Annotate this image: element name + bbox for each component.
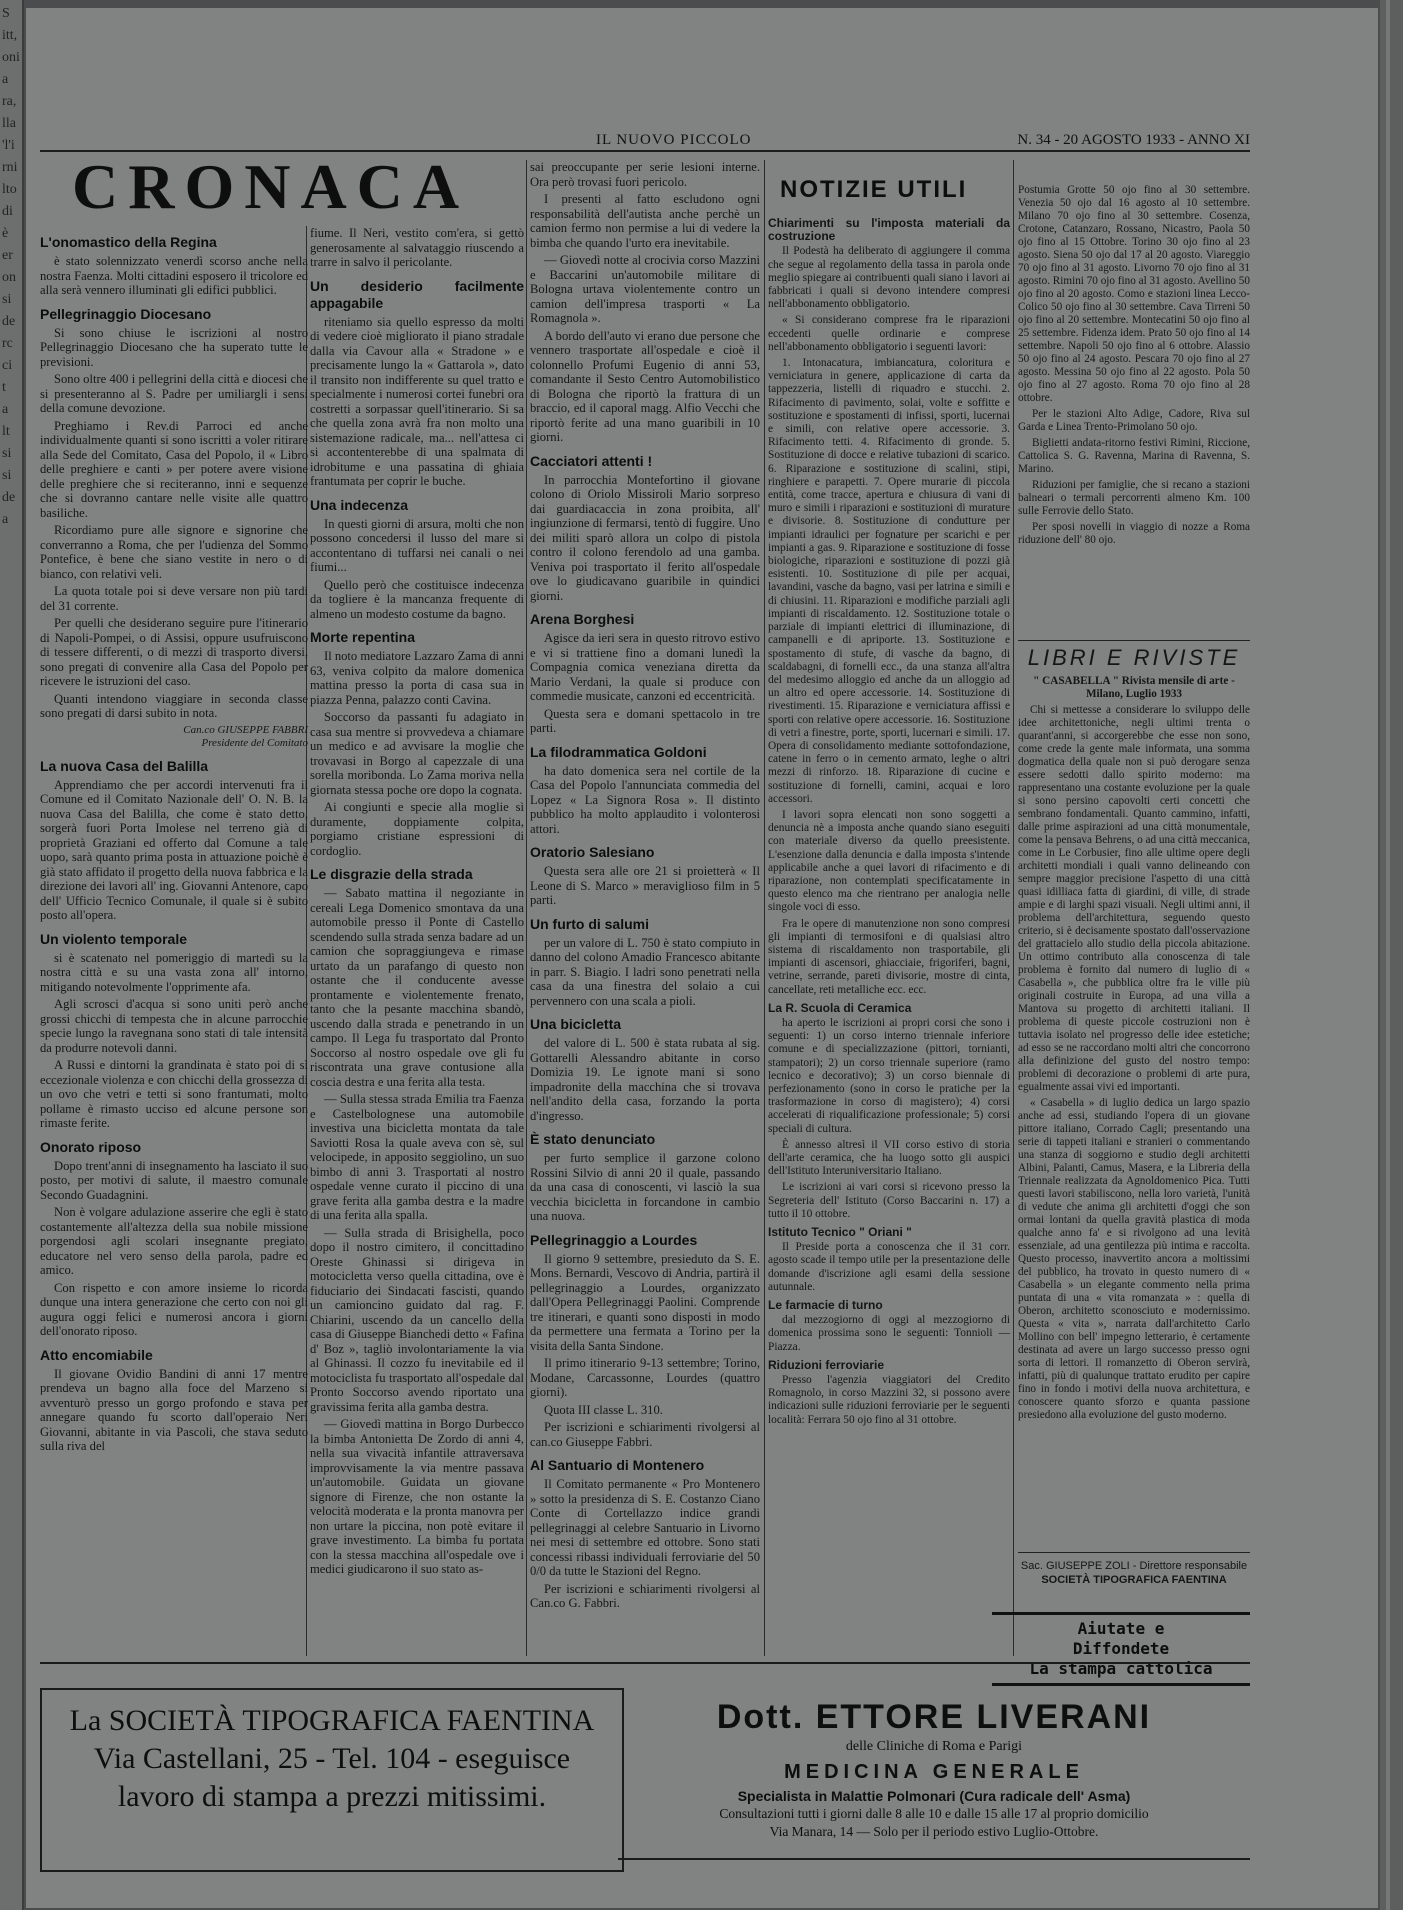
paragraph: Questa sera alle ore 21 si proietterà « Il Leone di S. Marco » meraviglioso film in 5 parti.: [530, 864, 760, 907]
signature: Can.co GIUSEPPE FABBRI: [183, 723, 308, 736]
address-line: Via Manara, 14 — Solo per il periodo estivo Luglio-Ottobre.: [769, 1824, 1099, 1839]
binding-fragment: ra,: [2, 94, 17, 109]
binding-fragment: de: [2, 314, 16, 329]
paragraph: Con rispetto e con amore insieme lo ricorda dunque una intera generazione che certo con noi gli augura oggi felici e numerosi ancora i giorni dell'onorato riposo.: [40, 1280, 308, 1338]
binding-fragment: di: [2, 204, 13, 219]
binding-fragment: lla: [2, 116, 16, 131]
binding-fragment: a: [2, 402, 9, 417]
paragraph: Per le stazioni Alto Adige, Cadore, Riva sul Garda e Linea Trento-Primolano 50 ojo.: [1018, 408, 1250, 433]
heading: Al Santuario di Montenero: [530, 1457, 705, 1473]
paragraph: Per iscrizioni e schiarimenti rivolgersi al can.co Giuseppe Fabbri.: [530, 1420, 760, 1449]
paragraph: Quota III classe L. 310.: [544, 1402, 663, 1417]
paragraph: Il primo itinerario 9-13 settembre; Torino, Modane, Carcassonne, Lourdes (quattro giorni).: [530, 1356, 760, 1399]
paragraph: sai preoccupante per serie lesioni interne. Ora però trovasi fuori pericolo.: [530, 160, 760, 189]
advert-tipografia: [40, 1688, 624, 1872]
advert-line: lavoro di stampa a prezzi mitissimi.: [117, 1780, 547, 1813]
binding-fragment: si: [2, 468, 12, 483]
heading: L'onomastico della Regina: [40, 234, 217, 250]
paragraph: Postumia Grotte 50 ojo fino al 30 settembre. Venezia 50 ojo dal 16 agosto al 10 settembre. Milano 70 ojo fino al 30 settembre. Cosenza, Crotone, Catanzaro, Rossano, Nicastro, Paola 50 ojo fino al 15 Ottobre. Torino 30 ojo fino al 23 agosto. Siena 50 ojo dal 17 al 20 agosto. Viareggio 70 ojo fino al 31 agosto. Livorno 70 ojo fino al 31 agosto. Rimini 70 ojo fino al 31 agosto. Avellino 50 ojo fino al 20 agosto. Como e stazioni linea Lecco-Colico 50 ojo fino al 30 settembre. Cava Tirreni 50 ojo fino al 20 settembre. Montecatini 50 ojo fino al 25 settembre. Fidenza idem. Prato 50 ojo fino al 14 settembre. Napoli 50 ojo fino al 6 ottobre. Alassio 50 ojo fino al 24 agosto. Pescara 70 ojo fino al 27 agosto. Messina 50 ojo fino al 22 agosto. Pola 50 ojo fino al 27 agosto. Roma 70 ojo fino al 28 ottobre.: [1018, 184, 1250, 404]
heading: Chiarimenti su l'imposta materiali da costruzione: [768, 216, 1010, 244]
heading: Pellegrinaggio a Lourdes: [530, 1231, 698, 1248]
binding-fragment: è: [2, 226, 9, 241]
column-rule: [1013, 160, 1014, 1656]
paragraph: ha aperto le iscrizioni ai propri corsi che sono i seguenti: 1) un corso interno triennale inferiore comune e di specializzazione (pittori, tornianti, stampatori); 2) un corso triennale superiore (ramo lecnico e decorativo); 3) un corso biennale di perfezionamento (sono in corso le pratiche per la trasformazione in corso di magistero); 4) corsi accelerati di riqualificazione professionale; 5) corsi speciali di cultura.: [768, 1016, 1010, 1135]
paragraph: Agli scrosci d'acqua si sono uniti però anche grossi chicchi di tempesta che in alcune parrocchie specie lungo la ravegnana sono stati di tale intensità da produrre notevoli danni.: [40, 997, 308, 1055]
director-line: Sac. GIUSEPPE ZOLI - Direttore responsabile: [1020, 1560, 1248, 1572]
paragraph: La quota totale poi si deve versare non più tardi del 31 corrente.: [40, 584, 308, 613]
paragraph: I lavori sopra elencati non sono soggetti a denuncia nè a imposta anche quando siano eseguiti con materiale diverso da quello preesistente. L'esenzione dalla denuncia e dalla imposta s'intende applicabile anche a quei lavori di rifacimento e di riparazione, non contemplati specificatamente in questo elenco ma che rientrano per analogia nelle singole voci di esso.: [768, 808, 1010, 914]
paragraph: Il noto mediatore Lazzaro Zama di anni 63, veniva colpito da malore domenica mattina presso la porta di casa sua in piazza Penna, palazzo conti Cavina.: [310, 649, 525, 707]
paragraph: riteniamo sia quello espresso da molti di vedere cioè migliorato il piano stradale dalla via Cavour alla « Stradone » e precisamente lungo la « Gattarola », dato il transito non indifferente su quel tratto e specialmente i numerosi cortei funebri ora costretti a sorpassar quell'itinerario. Si sa che quella zona avrà fra non molto una sistemazione radicale, ma... nell'attesa ci si accontenterebbe di una spalmata di idrobitume e una passatina di ghiaia frantumata per coprir le buche.: [310, 314, 524, 488]
heading: Un violento temporale: [40, 930, 188, 947]
column-rule: [764, 160, 765, 1656]
advert-separator: [40, 1662, 1250, 1664]
heading: La R. Scuola di Ceramica: [768, 1000, 912, 1015]
paragraph: « Casabella » di luglio dedica un largo spazio anche ad essi, studiando l'opera di un giovane pittore italiano, Corrado Cagli; presentando una serie di tappeti italiani e stranieri o commentando una stanza di soggiorno e studio degli architetti Albini, Palanti, Camus, Masera, e la Libreria della Triennale realizzata da Agnoldomenico Pica. Tutti questi lavori stabiliscono, nella loro varietà, l'unità di vedute che anima gli architetti d'oggi che son ormai lontani da quella gravità plastica di moda qualche anno fa' e si rivolgono ad una levità essenziale, ad una gentilezza più intima e raccolta. Questo processo, inavvertito ancora a moltissimi del pubblico, ha trovato in questo numero di « Casabella » un elegante commento nella prima puntata di una « vita romanzata » : quella di Oberon, architetto sconosciuto e modernissimo. Questa « vita », narrata dall'architetto Carlo Mollino con bell' impegno letterario, è certamente destinata ad avere un largo successo presso ogni sorta di lettori. Il romanzetto di Oberon servirà, infatti, più di qualunque trattato erudito per capire fino in fondo i motivi della nuova architettura, e conoscere quanto sforzo e quanta passione presiedono alla evoluzione del gusto moderno.: [1018, 1097, 1250, 1421]
binding-fragment: de: [2, 490, 16, 505]
paragraph: Questa sera e domani spettacolo in tre parti.: [530, 706, 760, 735]
binding-fragment: S: [2, 6, 10, 21]
paragraph: del valore di L. 500 è stata rubata al sig. Gottarelli Alessandro abitante in corso Domizia 19. Le ignote mani si sono impadronite della macchina che si trovava nell'andito della casa, forzando la porta d'ingresso.: [530, 1036, 760, 1123]
advert-liverani: [634, 1688, 1234, 1868]
binding-fragment: si: [2, 292, 12, 307]
paragraph: per un valore di L. 750 è stato compiuto in danno del colono Amadio Francesco abitante in parr. S. Biagio. I ladri sono penetrati nella casa da una finestra del solaio a cui pervennero con una scala a pioli.: [530, 935, 760, 1008]
column-4: [768, 212, 1010, 1430]
heading: Un desiderio facilmente appagabile: [310, 277, 524, 311]
advert-rule: [618, 1858, 1250, 1860]
paragraph: " CASABELLA " Rivista mensile di arte - Milano, Luglio 1933: [1033, 675, 1235, 700]
heading: Un furto di salumi: [530, 915, 649, 932]
paragraph: Soccorso da passanti fu adagiato in casa sua mentre si provvedeva a chiamare un medico e ad avvisare la moglie che trovavasi in Borgo al capezzale di una sorella moribonda. Lo Zama moriva nella giornata stessa poche ore dopo la cognata.: [310, 710, 524, 797]
binding-fragment: 'l'i: [2, 138, 15, 153]
paragraph: — Sulla strada di Brisighella, poco dopo il nostro cimitero, il concittadino Oreste Ghinassi si dirigeva in motocicletta verso quella cittadina, ove è fiduciario dei Sindacati fascisti, quando un camioncino guidato dal rag. F. Chiarini, uscendo da un cancello della casa di Giuseppe Bianchedi detto « Fafina d' Boz », tagliò involontariamente la via al Ghinassi. Il cozzo fu inevitabile ed il motociclista fu trasportato all'ospedale dal Pronto Soccorso avendo riportato una gravissima ferita alla gamba destra.: [310, 1225, 524, 1414]
paragraph: A bordo dell'auto vi erano due persone che vennero trasportate all'ospedale e cioè il colonnello Profumi Eugenio di anni 53, comandante il Sesto Centro Automobilistico di Bologna che riportò la frattura di un braccio, ed il caporal magg. Alfio Vecchi che riportò ferite ad una mano guaribili in 10 giorni.: [530, 328, 760, 444]
binding-fragment: itt,: [2, 28, 18, 43]
binding-fragment: lto: [2, 182, 17, 197]
issue-line: N. 34 - 20 AGOSTO 1933 - ANNO XI: [1017, 132, 1250, 148]
binding-fragment: oni: [2, 50, 20, 65]
paragraph: In parrocchia Montefortino il giovane colono di Oriolo Missiroli Mario sorpreso dai guardiacaccia in zona proibita, all' ingiunzione di fermarsi, tentò di fuggire. Uno dei militi sparò allora un colpo di pistola contro il colono ferendolo ad una gamba. Veniva poi trasportato il ferito all'ospedale ove lo giudicavano guaribile in quindici giorni.: [530, 472, 760, 603]
paragraph: — Giovedì notte al crocivia corso Mazzini e Baccarini un'automobile militare di Bologna urtava violentemente contro un camion dell'impresa trasporti « La Romagnola ».: [530, 253, 760, 325]
slogan-line: Aiutate e: [1077, 1619, 1165, 1638]
publisher-info: [1018, 1552, 1250, 1587]
newspaper-name: IL NUOVO PICCOLO: [596, 132, 752, 148]
slogan-box: [992, 1612, 1250, 1686]
column-3: [530, 160, 760, 1614]
paragraph: fiume. Il Neri, vestito com'era, si gettò generosamente al salvataggio riuscendo a trarre in salvo il pericolante.: [310, 226, 524, 269]
binding-fragment: a: [2, 72, 9, 87]
heading: Una indecenza: [310, 496, 409, 513]
paragraph: « Si considerano comprese fra le riparazioni eccedenti quelle ordinarie e comprese nell'abbonamento obbligatorio i seguenti lavori:: [768, 314, 1010, 353]
binding-fragment: rni: [2, 160, 18, 175]
paragraph: Per sposi novelli in viaggio di nozze a Roma riduzione dell' 80 ojo.: [1018, 521, 1250, 546]
paragraph: Agisce da ieri sera in questo ritrovo estivo e vi si trattiene fino a domani lunedì la Compagnia comica veneziana diretta da Mario Verdani, la quale si produce con commedie musicate, canzoni ed eccentricità.: [530, 631, 760, 703]
binding-fragment: si: [2, 446, 12, 461]
notizie-utili-title: NOTIZIE UTILI: [780, 176, 968, 203]
libri-riviste-body: [1018, 675, 1250, 1425]
advert-line: La SOCIETÀ TIPOGRAFICA FAENTINA: [69, 1704, 595, 1737]
paragraph: Apprendiamo che per accordi intervenuti fra il Comune ed il Comitato Nazionale dell' O. N. B. la nuova Casa del Balilla, che come è stato detto, sorgerà fuori Porta Imolese nel terreno già di proprietà Graziani ed offerto dal Comune a tale uopo, sarà quanto prima posta in attuazione poichè è già stato affidato il progetto della nuova fabbrica e la direzione dei lavori all' ing. Giovanni Antenore, capo dell' Ufficio Tecnico Comunale, il quale si è subito posto all'opera.: [40, 777, 308, 922]
paragraph: 1. Intonacatura, imbiancatura, coloritura e verniciatura in genere, applicazione di carta da tappezzeria, listelli di riquadro e stucchi. 2. Rifacimento di pavimento, solai, volte e soffitte e sostituzione e spostamenti di infissi, sporti, lucernai e simili, con relative opere accessorie. 3. Rifacimento tetti. 4. Rifacimento di gronde. 5. Sostituzione di docce e relative tubazioni di scarico. 6. Riparazione e sostituzione di scalini, stipi, ringhiere e parapetti. 7. Opere murarie di piccola entità, come tracce, apertura e chiusura di vani di muro e simili i riparazioni e sostituzioni di murature e divisorie. 8. Sostituzione di condutture per impianti idraulici per fognature per scarichi e per impianti a gas. 9. Riparazione e sostituzione di fosse biologiche, riparazioni e sostituzione di pozzi già esistenti. 10. Sostituzione di pile per acquai, lavandini, vasche da bagno, vasi per latrina e simili e di chiusini. 11. Riparazioni e modifiche parziali agli impianti di riscaldamento. 12. Sostituzione totale o parziale di impianti elettrici di illuminazione, di campanelli e di apriporte. 13. Sostituzione e spostamento di stufe, di vasche da bagno, di scaldabagni, di fornelli ecc., da una stanza all'altra del medesimo alloggio ed anche da un alloggio ad un altro ed opere accessorie. 14. Sostituzione di rivestimenti. 15. Riparazione e verniciatura affissi e sporti con relative opere accessorie. 16. Sostituzione di vetri a finestre, porte, sporti, lucernari e simili. 17. Opera di consolidamento mediante sottofondazione, catene in ferro o in cemento armato, leghe o altri mezzi di rinforzo. 18. Riparazione di cucine e sostituzione di fornelli, camini, acquai e loro accessori.: [768, 357, 1010, 805]
slogan-line: Diffondete: [1072, 1639, 1170, 1658]
paragraph: Il giovane Ovidio Bandini di anni 17 mentre prendeva un bagno alla foce del Marzeno si avventurò presso un gorgo profondo e stava per annegare quando fu scorto dall'operaio Neri Giovanni, abitante in via Pascoli, che stava seduto sulla riva del: [40, 1366, 308, 1453]
signature-title: Presidente del Comitato: [201, 736, 308, 749]
heading: Morte repentina: [310, 629, 416, 645]
heading: Le disgrazie della strada: [310, 866, 473, 882]
paragraph: si è scatenato nel pomeriggio di martedì su la nostra città e su una vasta zona all' intorno, mitigando notevolmente l'opprimente afa.: [40, 950, 308, 994]
libri-riviste-title: LIBRI E RIVISTE: [1018, 640, 1250, 671]
binding-fragment: a: [2, 512, 9, 527]
paragraph: Quello però che costituisce indecenza da togliere è la mancanza frequente di almeno un modesto costume da bagno.: [310, 577, 524, 621]
binding-fragment: lt: [2, 424, 10, 439]
heading: Le farmacie di turno: [768, 1298, 883, 1313]
paragraph: Quanti intendono viaggiare in seconda classe sono pregati di darsi subito in nota.: [40, 691, 308, 720]
paragraph: Presso l'agenzia viaggiatori del Credito Romagnolo, in corso Mazzini 32, si possono avere indicazioni sulle riduzioni ferroviarie per le seguenti località: Ferrara 50 ojo fino al 31 ottobre.: [768, 1374, 1010, 1426]
paragraph: Dopo trent'anni di insegnamento ha lasciato il suo posto, per motivi di salute, il maestro comunale Secondo Guadagnini.: [40, 1158, 308, 1202]
adjacent-page-edge: [0, 0, 24, 1910]
column-5: [1018, 184, 1250, 550]
advert-line: Via Castellani, 25 - Tel. 104 - eseguisce: [93, 1742, 571, 1775]
paragraph: Preghiamo i Rev.di Parroci ed anche individualmente quanti si sono iscritti a voler ritirare alla Sede del Comitato, Casa del Popolo, il « Libro delle preghiere e canti » per potere avere visione delle preghiere che si reciteranno, inni e sequenze che si dovranno cantare nelle visite alle quattro basiliche.: [40, 418, 308, 520]
specialist-line: Specialista in Malattie Polmonari (Cura radicale dell' Asma): [737, 1788, 1131, 1804]
consultation-line: Consultazioni tutti i giorni dalle 8 alle 10 e dalle 15 alle 17 al proprio domicilio: [719, 1806, 1149, 1821]
heading: Riduzioni ferroviarie: [768, 1357, 885, 1372]
paragraph: Il giorno 9 settembre, presieduto da S. E. Mons. Bernardi, Vescovo di Andria, partirà il pellegrinaggio a Lourdes, organizzato dall'Opera Pellegrinaggi Paolini. Comprende tre itinerari, e quanti sono disposti in modo da permettere una fermata a Torino per la visita della Santa Sindone.: [530, 1251, 760, 1353]
paragraph: I presenti al fatto escludono ogni responsabilità dell'autista anche perchè un camion fermo non permise a lui di vedere la bimba che quando l'urto era inevitabile.: [530, 192, 760, 250]
paragraph: A Russi e dintorni la grandinata è stato poi di sì eccezionale violenza e con chicchi della grossezza di un ovo che vetri e tetti si sono frantumati, molto pollame è rimasto ucciso ed alcune persone son rimaste ferite.: [40, 1058, 308, 1130]
paragraph: Fra le opere di manutenzione non sono compresi gli impianti di termosifoni e di qualsiasi altro sistema di riscaldamento non trasportabile, gli impianti di ascensori, ghiacciaie, frigoriferi, bagni, vetrine, serrande, pareti divisorie, mostre di cinta, cancellate, reti metalliche ecc. ecc.: [768, 917, 1010, 996]
paragraph: In questi giorni di arsura, molti che non possono concedersi il lusso del mare si accontentano di tuffarsi nei canali o nei fiumi...: [310, 516, 524, 574]
paragraph: Biglietti andata-ritorno festivi Rimini, Riccione, Cattolica S. G. Ravenna, Marina di Ravenna, S. Marino.: [1018, 437, 1250, 475]
paragraph: — Sabato mattina il negoziante in cereali Lega Domenico smontava da una automobile presso il Ponte di Castello scendendo sulla strada senza badare ad un camion che sopraggiungeva e rimase urtato da un parafango di questo non ostante che il conducente avesse prontamente e violentemente frenato, tanto che la pesante macchina sbandò, uscendo dalla strada e penetrando in un campo. Il Lega fu trasportato dal Pronto Soccorso al nostro ospedale ove gli fu riscontrata una grave contusione alla coscia destra e una ferita alla testa.: [310, 886, 524, 1089]
paragraph: — Giovedì mattina in Borgo Durbecco la bimba Antonietta De Zordo di anni 4, nella sua vivacità infantile attraversava improvvisamente la via mentre passava un'automobile. Guidata un giovane signore di Firenze, che non ostante la velocità moderata e la pronta manovra per non urtare la piccina, non potè evitare il grave investimento. La bimba fu portata con la stessa macchina all'ospedale ove i medici giudicarono il suo stato as-: [310, 1417, 524, 1576]
binding-fragment: er: [2, 248, 13, 263]
binding-fragment: rc: [2, 336, 13, 351]
paragraph: Il Comitato permanente « Pro Montenero » sotto la presidenza di S. E. Costanzo Ciano Conte di Cortellazzo indice grandi pellegrinaggi al celebre Santuario in Livorno nei mesi di settembre ed ottobre. Sono stati concessi ribassi individuali ferroviarie del 50 0/0 da tutte le Stazioni del Regno.: [530, 1477, 760, 1578]
heading: Atto encomiabile: [40, 1346, 153, 1363]
paragraph: Le iscrizioni ai vari corsi si ricevono presso la Segreteria dell' Istituto (Corso Baccarini n. 17) a tutto il 10 ottobre.: [768, 1181, 1010, 1220]
column-1: [40, 226, 308, 1457]
paragraph: Ai congiunti e specie alla moglie sì duramente, doppiamente colpita, porgiamo cristiane espressioni di cordoglio.: [310, 800, 524, 858]
heading: Oratorio Salesiano: [530, 844, 655, 860]
paragraph: Per quelli che desiderano seguire pure l'itinerario di Napoli-Pompei, o di Assisi, oppure usufruiscono di tessere differenti, o di mezzi di trasporto diversi, sono pregati di convenire alla Casa del Popolo per ricevere le istruzioni del caso.: [40, 616, 308, 688]
paragraph: Per iscrizioni e schiarimenti rivolgersi al Can.co G. Fabbri.: [530, 1581, 760, 1610]
section-title: CRONACA: [72, 151, 470, 222]
heading: Arena Borghesi: [530, 611, 635, 627]
paragraph: È annesso altresì il VII corso estivo di storia dell'arte ceramica, che ha luogo sotto gli auspici dell'Istituto Interuniversitario Italiano.: [768, 1138, 1010, 1178]
heading: Una bicicletta: [530, 1016, 622, 1032]
doctor-name: Dott. ETTORE LIVERANI: [716, 1698, 1152, 1736]
printer-line: SOCIETÀ TIPOGRAFICA FAENTINA: [1041, 1574, 1227, 1586]
paragraph: Chi si mettesse a considerare lo sviluppo delle idee architettoniche, negli ultimi trenta o quarant'anni, si accorgerebbe che esse non sono, come crede la gente male informata, una somma dogmatica della quale non si può derogare senza essere sedotti dallo spirito moderno: ma rappresentano una costante evoluzione per la quale si sono persino capovolti certi concetti che sembrano fondamentali. Quanto cammino, infatti, dalle prime aspirazioni ad una città monumentale, come la pensava Behrens, o ad una città meccanica, come in Le Corbusier, fino alle ultime opere degli architetti mondiali i quali vanno delineando con sempre maggior precisione l'aspetto di una città quasi idilliaca fatta di giardini, di ville, di strade ampie e di larghi spazi visuali. Negli ultimi anni, il problema dell'architettura, seguendo questo criterio, si è decisamente spostato dall'osservazione del grattacielo allo studio della piccola abitazione. Un ottimo contributo alla conoscenza di tale problema è fornito dal numero di luglio di « Casabella », che pubblica oltre fra le ville più originali costruite in Europa, ad una villa a Mantova su progetto di architetti italiani. Il problema di queste piccole costruzioni non è tuttavia isolato nel progresso delle idee estetiche; ad esso se ne raccordano molti altri che concorrono alla definizione del gusto del nostro tempo: problemi di decorazione o problemi di arte pura, egualmente assai vivi ed importanti.: [1018, 704, 1250, 1093]
heading: Cacciatori attenti !: [530, 452, 653, 469]
column-2: [310, 226, 524, 1580]
paragraph: Ricordiamo pure alle signore e signorine che converranno a Roma, che per l'udienza del Sommo Pontefice, è bene che siano vestite in nero o di bianco, con relativi veli.: [40, 523, 308, 581]
heading: Onorato riposo: [40, 1138, 142, 1155]
paragraph: per furto semplice il garzone colono Rossini Silvio di anni 20 il quale, passando da una casa di conoscenti, vi lasciò la sua vecchia bicicletta in forcandone in cambio una nuova.: [530, 1151, 760, 1223]
paragraph: Sono oltre 400 i pellegrini della città e diocesi che si presenteranno al S. Padre per umiliargli i sensi della comune devozione.: [40, 372, 308, 415]
specialty-title: MEDICINA GENERALE: [784, 1761, 1084, 1783]
paragraph: — Sulla stessa strada Emilia tra Faenza e Castelbolognese una automobile investiva una bicicletta montata da tale Saviotti Rosa la quale aveva con sè, sul velocipede, in apposito seggiolino, un suo bimbo di anni 3. Trasportati al nostro ospedale venne curato il piccino di una grave ferita alla gamba destra e la madre di una ferita alla spalla.: [310, 1092, 524, 1222]
heading: La nuova Casa del Balilla: [40, 757, 209, 774]
paragraph: Si sono chiuse le iscrizioni al nostro Pellegrinaggio Diocesano che ha superato tutte le previsioni.: [40, 325, 308, 369]
paragraph: Non è volgare adulazione asserire che egli è stato costantemente all'altezza della sua nobile missione porgendosi agli scolari insegnante pregiato, educatore nel vero senso della parola, padre ed amico.: [40, 1205, 308, 1277]
heading: La filodrammatica Goldoni: [530, 743, 707, 760]
paragraph: Riduzioni per famiglie, che si recano a stazioni balneari o termali percorrenti almeno Km. 100 sulle Ferrovie dello Stato.: [1018, 479, 1250, 517]
paragraph: ha dato domenica sera nel cortile de la Casa del Popolo l'annunciata commedia del Lopez « La Signora Rosa ». Il distinto pubblico ha molto applaudito i volonterosi attori.: [530, 763, 760, 836]
binding-fragment: on: [2, 270, 16, 285]
paragraph: Il Podestà ha deliberato di aggiungere il comma che segue al regolamento della tassa in parola onde meglio spiegare ai contribuenti quali siano i lavori ai fabbricati i quali si devono intendere compresi nell'abbonamento obbligatorio.: [768, 245, 1010, 311]
slogan-line: La stampa cattolica: [1029, 1659, 1213, 1678]
binding-fragment: ci: [2, 358, 13, 373]
heading: Istituto Tecnico " Oriani ": [768, 1225, 912, 1240]
heading: È stato denunciato: [530, 1131, 656, 1147]
clinics-line: delle Cliniche di Roma e Parigi: [845, 1739, 1023, 1754]
paragraph: dal mezzogiorno di oggi al mezzogiorno di domenica prossima sono le seguenti: Tonnioli — Piazza.: [768, 1314, 1010, 1353]
binding-fragment: t: [2, 380, 6, 395]
column-rule: [526, 160, 527, 1656]
paragraph: Il Preside porta a conoscenza che il 31 corr. agosto scade il tempo utile per la presentazione delle domande d'iscrizione agli esami della sessione autunnale.: [768, 1241, 1010, 1293]
paragraph: è stato solennizzato venerdì scorso anche nella nostra Faenza. Molti cittadini esposero il tricolore ed alla serà vennero illuminati gli edifici pubblici.: [40, 254, 308, 297]
binding-edge: [1380, 0, 1403, 1910]
heading: Pellegrinaggio Diocesano: [40, 305, 212, 322]
